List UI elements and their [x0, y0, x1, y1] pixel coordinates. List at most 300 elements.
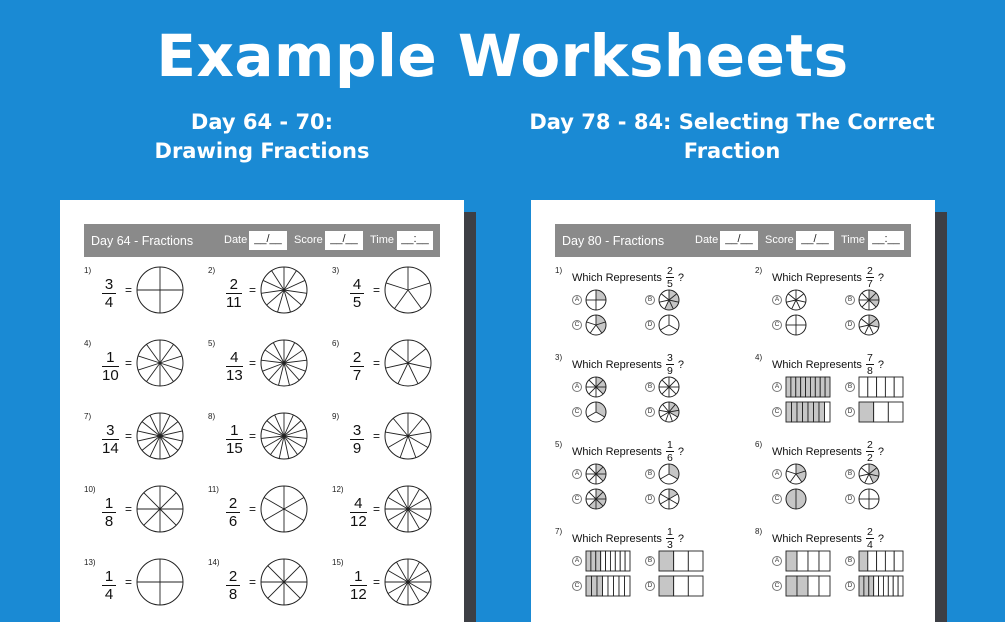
slice-divider	[273, 343, 284, 363]
slice-divider	[589, 492, 596, 499]
option-c-radio[interactable]: C	[572, 494, 582, 504]
question-mark: ?	[677, 358, 684, 371]
option-figure	[585, 314, 607, 341]
numerator: 1	[666, 439, 673, 451]
option-pie	[785, 463, 807, 485]
problem-number: 5)	[208, 339, 216, 348]
option-d-radio[interactable]: D	[845, 320, 855, 330]
left-date-box: __/__	[249, 231, 287, 250]
slice-divider	[160, 436, 170, 457]
slice-divider	[786, 300, 796, 302]
slice-divider	[284, 566, 300, 582]
question-number: 6)	[755, 440, 763, 449]
bar-segment	[592, 576, 598, 596]
bar-segment	[877, 551, 886, 571]
left-sheet-title: Day 64 - Fractions	[91, 234, 194, 248]
fraction-circle	[136, 485, 184, 533]
question-prefix: Which Represents	[572, 358, 662, 371]
numerator: 2	[866, 526, 873, 538]
option-a-radio[interactable]: A	[572, 382, 582, 392]
option-figure	[785, 575, 831, 602]
bar-segment	[591, 551, 596, 571]
fraction-circle	[260, 558, 308, 606]
option-pie	[585, 314, 607, 336]
slice-divider	[660, 494, 669, 499]
option-pie	[858, 488, 880, 510]
equals-sign: =	[249, 356, 257, 370]
option-a-radio[interactable]: A	[572, 469, 582, 479]
question-label	[572, 527, 684, 550]
slice-divider	[862, 293, 869, 300]
option-d-radio[interactable]: D	[645, 407, 655, 417]
slice-divider	[264, 509, 284, 521]
numerator: 4	[354, 495, 363, 512]
right-score-box: __/__	[796, 231, 834, 250]
option-c-radio[interactable]: C	[772, 494, 782, 504]
bar-segment	[659, 551, 674, 571]
right-sheet-header	[555, 224, 911, 257]
numerator: 2	[229, 276, 238, 293]
bar-segment	[879, 576, 884, 596]
option-figure	[858, 376, 904, 403]
numerator: 1	[104, 568, 114, 585]
question-mark: ?	[877, 532, 884, 545]
bar-segment	[894, 377, 903, 397]
problem-number: 13)	[84, 558, 96, 567]
slice-divider	[661, 294, 669, 300]
question-fraction	[666, 266, 674, 289]
fraction-circle	[136, 558, 184, 606]
option-pie	[585, 376, 607, 398]
option-bar	[785, 550, 831, 572]
numerator: 2	[228, 568, 238, 585]
question-fraction	[666, 353, 674, 376]
fraction	[226, 569, 240, 602]
denominator: 14	[102, 440, 119, 458]
slice-divider	[144, 509, 160, 525]
left-sheet-header	[84, 224, 440, 257]
option-c-radio[interactable]: C	[772, 320, 782, 330]
option-b-radio[interactable]: B	[845, 556, 855, 566]
fraction-circle	[384, 412, 432, 460]
left-time-label: Time	[370, 234, 395, 246]
option-c-radio[interactable]: C	[572, 581, 582, 591]
slice-divider	[788, 294, 796, 300]
slice-divider	[160, 363, 182, 370]
denominator: 13	[226, 367, 243, 385]
equals-sign: =	[373, 502, 381, 516]
bar-segment	[868, 551, 877, 571]
question-number: 2)	[755, 266, 763, 275]
bar-segment	[808, 551, 819, 571]
slice-divider	[660, 474, 669, 479]
slice-divider	[408, 283, 430, 290]
option-figure	[858, 401, 904, 428]
slice-divider	[386, 283, 408, 290]
pie-wrapper	[136, 412, 184, 465]
equals-sign: =	[125, 502, 133, 516]
question-mark: ?	[877, 271, 884, 284]
option-d-radio[interactable]: D	[845, 407, 855, 417]
slice-divider	[408, 363, 430, 368]
left-score-box: __/__	[325, 231, 363, 250]
bar-segment	[874, 402, 889, 422]
bar-segment	[898, 576, 903, 596]
option-d-radio[interactable]: D	[645, 320, 655, 330]
bar-segment	[868, 377, 877, 397]
bar-segment	[674, 551, 689, 571]
equals-sign: =	[125, 429, 133, 443]
option-pie	[585, 289, 607, 311]
page-title: Example Worksheets	[156, 22, 849, 90]
option-pie	[785, 289, 807, 311]
option-a-radio[interactable]: A	[772, 295, 782, 305]
problem-number: 9)	[332, 412, 340, 421]
left-date-label: Date	[224, 234, 248, 246]
slice-divider	[150, 415, 160, 436]
equals-sign: =	[373, 283, 381, 297]
question-mark: ?	[677, 445, 684, 458]
option-figure	[658, 488, 680, 515]
slice-divider	[264, 498, 284, 510]
question-fraction	[866, 353, 874, 376]
denominator: 12	[350, 586, 367, 604]
fraction-circle	[260, 485, 308, 533]
slice-divider	[146, 363, 160, 382]
slice-divider	[408, 290, 422, 309]
slice-divider	[284, 415, 293, 436]
fraction	[226, 423, 243, 456]
question-label	[772, 440, 884, 463]
bar-segment	[806, 377, 811, 397]
option-bar	[785, 376, 831, 398]
bar-segment	[674, 576, 689, 596]
pie-wrapper	[136, 339, 184, 392]
equals-sign: =	[125, 575, 133, 589]
fraction-circle	[384, 339, 432, 387]
slice-divider	[660, 499, 669, 504]
bar-segment	[786, 551, 797, 571]
slice-divider	[865, 325, 869, 334]
equals-sign: =	[373, 429, 381, 443]
fraction-circle	[136, 339, 184, 387]
equals-sign: =	[249, 502, 257, 516]
bar-segment	[596, 551, 601, 571]
bar-segment	[819, 402, 825, 422]
option-c-radio[interactable]: C	[572, 320, 582, 330]
slice-divider	[160, 509, 176, 525]
left-worksheet	[60, 200, 464, 622]
right-date-box: __/__	[720, 231, 758, 250]
equals-sign: =	[373, 356, 381, 370]
slice-divider	[796, 294, 804, 300]
denominator: 9	[666, 365, 673, 377]
fraction-circle	[384, 266, 432, 314]
question-label	[772, 266, 884, 289]
slice-divider	[146, 344, 160, 363]
slice-divider	[792, 300, 796, 309]
denominator: 3	[666, 539, 673, 551]
option-figure	[585, 463, 607, 490]
bar-segment	[859, 402, 874, 422]
slice-divider	[590, 325, 596, 333]
option-figure	[785, 488, 807, 515]
bar-segment	[610, 551, 615, 571]
problem-number: 10)	[84, 485, 96, 494]
slice-divider	[859, 474, 869, 476]
question-fraction	[866, 440, 874, 463]
option-b-radio[interactable]: B	[845, 469, 855, 479]
option-bar	[585, 575, 631, 597]
fraction-circle	[260, 339, 308, 387]
question-number: 7)	[555, 527, 563, 536]
question-prefix: Which Represents	[772, 358, 862, 371]
slice-divider	[669, 387, 676, 394]
option-bar	[858, 550, 904, 572]
bar-segment	[877, 377, 886, 397]
numerator: 2	[352, 349, 362, 366]
shaded-slice	[786, 489, 796, 509]
option-pie	[858, 314, 880, 336]
bar-segment	[797, 402, 803, 422]
bar-segment	[688, 551, 703, 571]
numerator: 1	[354, 568, 363, 585]
option-figure	[858, 289, 880, 316]
slice-divider	[865, 474, 869, 483]
slice-divider	[861, 468, 869, 474]
slice-divider	[275, 415, 284, 436]
slice-divider	[786, 471, 796, 474]
option-c-radio[interactable]: C	[772, 581, 782, 591]
question-number: 8)	[755, 527, 763, 536]
pie-wrapper	[260, 339, 308, 392]
bar-segment	[625, 576, 631, 596]
option-b-radio[interactable]: B	[645, 556, 655, 566]
option-figure	[585, 376, 607, 403]
option-bar	[858, 575, 904, 597]
numerator: 3	[106, 422, 115, 439]
option-d-radio[interactable]: D	[645, 581, 655, 591]
option-pie	[585, 401, 607, 423]
right-heading-line1: Day 78 - 84: Selecting The Correct	[529, 110, 935, 134]
fraction	[350, 350, 364, 383]
option-d-radio[interactable]: D	[645, 494, 655, 504]
option-figure	[585, 289, 607, 316]
option-figure	[658, 314, 680, 341]
numerator: 3	[104, 276, 114, 293]
problem-number: 11)	[208, 485, 219, 494]
option-b-radio[interactable]: B	[845, 295, 855, 305]
bar-segment	[786, 377, 791, 397]
slice-divider	[859, 325, 869, 327]
equals-sign: =	[249, 429, 257, 443]
numerator: 2	[666, 265, 673, 277]
option-a-radio[interactable]: A	[772, 556, 782, 566]
right-time-label: Time	[841, 234, 866, 246]
pie-wrapper	[384, 266, 432, 319]
option-figure	[785, 376, 831, 403]
denominator: 15	[226, 440, 243, 458]
fraction	[350, 569, 367, 602]
option-figure	[658, 463, 680, 490]
problem-number: 7)	[84, 412, 92, 421]
bar-segment	[597, 576, 603, 596]
fraction	[102, 350, 119, 383]
slice-divider	[400, 436, 408, 458]
question-number: 3)	[555, 353, 563, 362]
problem-number: 12)	[332, 485, 344, 494]
option-figure	[785, 550, 831, 577]
option-pie	[658, 488, 680, 510]
bar-segment	[810, 377, 815, 397]
bar-segment	[869, 576, 874, 596]
numerator: 1	[104, 495, 114, 512]
question-prefix: Which Represents	[572, 271, 662, 284]
numerator: 3	[352, 422, 362, 439]
bar-segment	[874, 576, 879, 596]
left-score-label: Score	[294, 234, 323, 246]
bar-segment	[864, 576, 869, 596]
slice-divider	[390, 349, 408, 363]
question-prefix: Which Represents	[772, 445, 862, 458]
question-prefix: Which Represents	[772, 271, 862, 284]
numerator: 2	[228, 495, 238, 512]
question-prefix: Which Represents	[572, 445, 662, 458]
left-heading	[52, 108, 472, 166]
option-bar	[858, 376, 904, 398]
denominator: 11	[226, 294, 242, 312]
slice-divider	[586, 322, 596, 325]
question-mark: ?	[677, 532, 684, 545]
slice-divider	[790, 474, 796, 482]
denominator: 4	[104, 294, 114, 312]
option-c-radio[interactable]: C	[772, 407, 782, 417]
slice-divider	[662, 380, 669, 387]
option-figure	[858, 463, 880, 490]
option-d-radio[interactable]: D	[845, 581, 855, 591]
pie-wrapper	[136, 485, 184, 538]
option-b-radio[interactable]: B	[845, 382, 855, 392]
denominator: 5	[352, 294, 362, 312]
question-label	[572, 266, 684, 289]
option-figure	[585, 550, 631, 577]
denominator: 5	[666, 278, 673, 290]
option-a-radio[interactable]: A	[772, 382, 782, 392]
slice-divider	[160, 356, 182, 363]
problem-number: 15)	[332, 558, 344, 567]
bar-segment	[801, 377, 806, 397]
bar-segment	[603, 576, 609, 596]
option-bar	[658, 550, 704, 572]
option-bar	[858, 401, 904, 423]
right-heading	[522, 108, 942, 166]
bar-segment	[688, 576, 703, 596]
option-figure	[858, 488, 880, 515]
denominator: 8	[104, 513, 114, 531]
bar-segment	[825, 402, 831, 422]
option-pie	[785, 314, 807, 336]
slice-divider	[589, 380, 596, 387]
question-mark: ?	[677, 271, 684, 284]
bar-segment	[893, 576, 898, 596]
pie-wrapper	[136, 558, 184, 611]
option-a-radio[interactable]: A	[572, 295, 582, 305]
question-mark: ?	[877, 445, 884, 458]
bar-segment	[625, 551, 630, 571]
option-b-radio[interactable]: B	[645, 295, 655, 305]
bar-segment	[614, 576, 620, 596]
bar-segment	[791, 377, 796, 397]
option-d-radio[interactable]: D	[845, 494, 855, 504]
slice-divider	[386, 363, 408, 368]
denominator: 7	[352, 367, 362, 385]
slice-divider	[138, 363, 160, 370]
denominator: 4	[104, 586, 114, 604]
fraction	[226, 350, 243, 383]
option-pie	[658, 289, 680, 311]
option-bar	[785, 575, 831, 597]
slice-divider	[587, 412, 596, 417]
slice-divider	[284, 582, 300, 598]
shaded-slice	[796, 489, 806, 509]
slice-divider	[861, 319, 869, 325]
denominator: 8	[228, 586, 238, 604]
denominator: 2	[866, 452, 873, 464]
option-figure	[858, 314, 880, 341]
right-heading-line2: Fraction	[683, 139, 781, 163]
bar-segment	[825, 377, 830, 397]
question-fraction	[866, 527, 874, 550]
bar-segment	[808, 576, 819, 596]
question-number: 1)	[555, 266, 563, 275]
slice-divider	[284, 343, 295, 363]
problem-number: 3)	[332, 266, 340, 275]
option-a-radio[interactable]: A	[772, 469, 782, 479]
pie-wrapper	[384, 339, 432, 392]
problem-number: 6)	[332, 339, 340, 348]
slice-divider	[150, 436, 160, 457]
bar-segment	[797, 576, 808, 596]
question-number: 4)	[755, 353, 763, 362]
option-figure	[785, 314, 807, 341]
option-pie	[658, 314, 680, 336]
bar-segment	[792, 402, 798, 422]
option-figure	[658, 289, 680, 316]
option-figure	[785, 289, 807, 316]
fraction	[102, 569, 116, 602]
question-fraction	[666, 527, 674, 550]
option-b-radio[interactable]: B	[645, 469, 655, 479]
option-bar	[658, 575, 704, 597]
option-bar	[585, 550, 631, 572]
bar-segment	[883, 576, 888, 596]
denominator: 4	[866, 539, 873, 551]
bar-segment	[586, 551, 591, 571]
slice-divider	[160, 363, 174, 382]
bar-segment	[888, 576, 893, 596]
slice-divider	[144, 493, 160, 509]
option-pie	[585, 463, 607, 485]
option-a-radio[interactable]: A	[572, 556, 582, 566]
pie-wrapper	[136, 266, 184, 319]
bar-segment	[819, 551, 830, 571]
bar-segment	[786, 576, 797, 596]
option-pie	[785, 488, 807, 510]
bar-segment	[601, 551, 606, 571]
option-c-radio[interactable]: C	[572, 407, 582, 417]
option-b-radio[interactable]: B	[645, 382, 655, 392]
option-figure	[658, 575, 704, 602]
